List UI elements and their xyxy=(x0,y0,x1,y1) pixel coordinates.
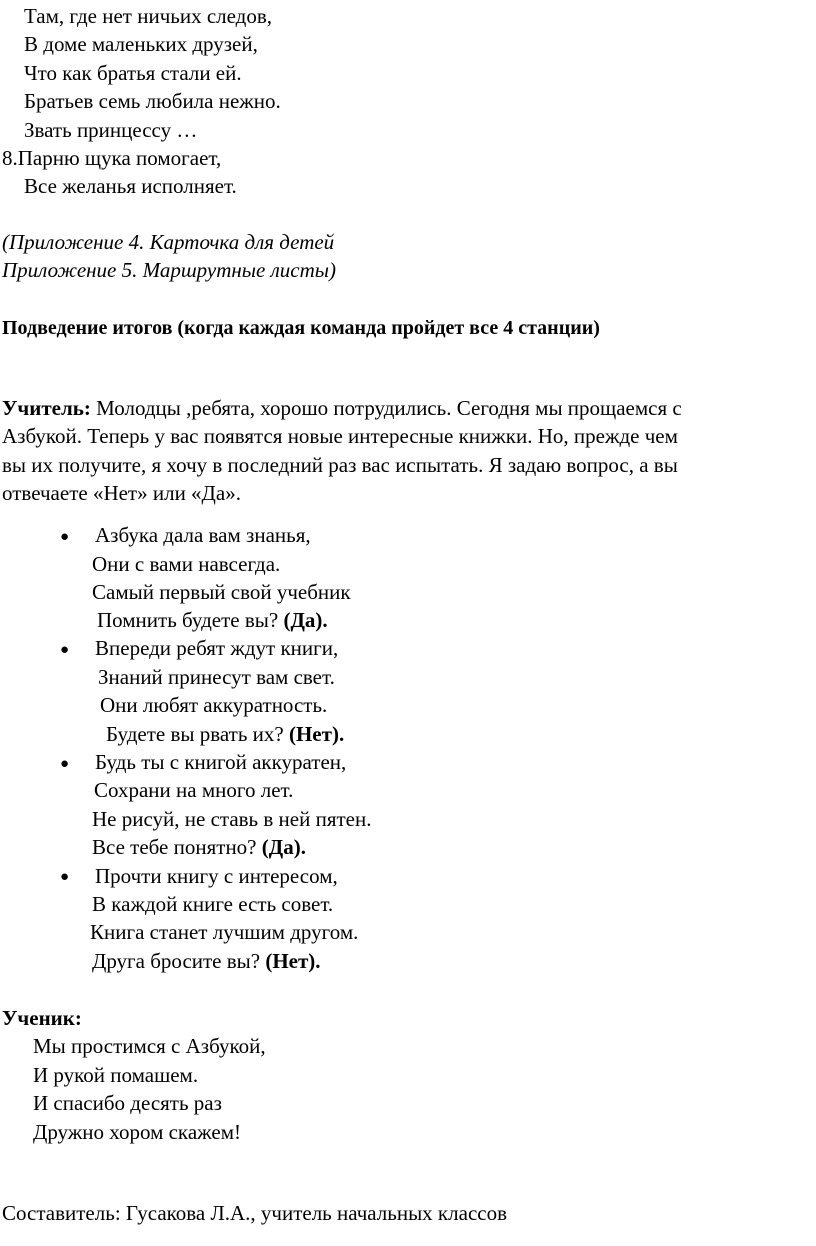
riddle-8-line: 8.Парню щука помогает, xyxy=(2,146,222,170)
verse-line: Они с вами навсегда. xyxy=(92,552,281,576)
student-line: И спасибо десять раз xyxy=(33,1091,222,1115)
poem-line: Там, где нет ничьих следов, xyxy=(24,4,273,28)
verse-line: Знаний принесут вам свет. xyxy=(98,665,335,689)
student-line: И рукой помашем. xyxy=(33,1063,199,1087)
verse-question: Все тебе понятно? xyxy=(92,835,257,859)
verse-answer: (Да). xyxy=(283,608,328,632)
poem-line: Звать принцессу … xyxy=(24,118,198,142)
poem-line: Что как братья стали ей. xyxy=(24,61,242,85)
student-line: Дружно хором скажем! xyxy=(33,1120,241,1144)
teacher-line xyxy=(2,398,682,419)
summary-heading: Подведение итогов (когда каждая команда пройдет все 4 станции) xyxy=(2,317,600,339)
verse-answer: (Нет). xyxy=(265,949,321,973)
verse-line: Не рисуй, не ставь в ней пятен. xyxy=(92,807,372,831)
appendix-line: (Приложение 4. Карточка для детей xyxy=(2,230,335,254)
verse-line: Книга станет лучшим другом. xyxy=(90,920,359,944)
teacher-line: вы их получите, я хочу в последний раз вас испытать. Я задаю вопрос, а вы xyxy=(2,453,678,477)
bullet-icon: ● xyxy=(60,756,70,772)
verse-answer: (Нет). xyxy=(288,722,345,746)
author-line: Составитель: Гусакова Л.А., учитель начальных классов xyxy=(2,1201,507,1225)
bullet-icon: ● xyxy=(60,529,70,545)
verse-answer: (Да). xyxy=(261,835,306,859)
verse-line xyxy=(92,837,306,858)
student-line: Мы простимся с Азбукой, xyxy=(33,1034,266,1058)
verse-line xyxy=(92,951,321,972)
verse-line: Впереди ребят ждут книги, xyxy=(95,636,339,660)
verse-line: Азбука дала вам знанья, xyxy=(95,523,311,547)
appendix-line: Приложение 5. Маршрутные листы) xyxy=(2,258,336,282)
verse-line: Прочти книгу с интересом, xyxy=(95,864,338,888)
verse-question: Будете вы рвать их? xyxy=(106,722,284,746)
verse-line xyxy=(106,724,344,745)
poem-line: В доме маленьких друзей, xyxy=(24,32,258,56)
verse-line: Сохрани на много лет. xyxy=(94,778,294,802)
teacher-line: Азбукой. Теперь у вас появятся новые интересные книжки. Но, прежде чем xyxy=(2,424,678,448)
poem-line: Братьев семь любила нежно. xyxy=(24,89,281,113)
teacher-line: отвечаете «Нет» или «Да». xyxy=(2,481,241,505)
verse-line: Самый первый свой учебник xyxy=(92,580,351,604)
verse-line: Они любят аккуратность. xyxy=(100,693,328,717)
verse-question: Помнить будете вы? xyxy=(97,608,279,632)
verse-line: Будь ты с книгой аккуратен, xyxy=(95,750,347,774)
teacher-label: Учитель: xyxy=(2,396,91,420)
verse-line: В каждой книге есть совет. xyxy=(92,892,334,916)
bullet-icon: ● xyxy=(60,642,70,658)
student-label: Ученик: xyxy=(2,1006,82,1030)
riddle-8-line: Все желанья исполняет. xyxy=(24,174,237,198)
bullet-icon: ● xyxy=(60,869,70,885)
verse-line xyxy=(97,610,328,631)
teacher-text: Молодцы ,ребята, хорошо потрудились. Сегодня мы прощаемся с xyxy=(96,396,682,420)
verse-question: Друга бросите вы? xyxy=(92,949,261,973)
